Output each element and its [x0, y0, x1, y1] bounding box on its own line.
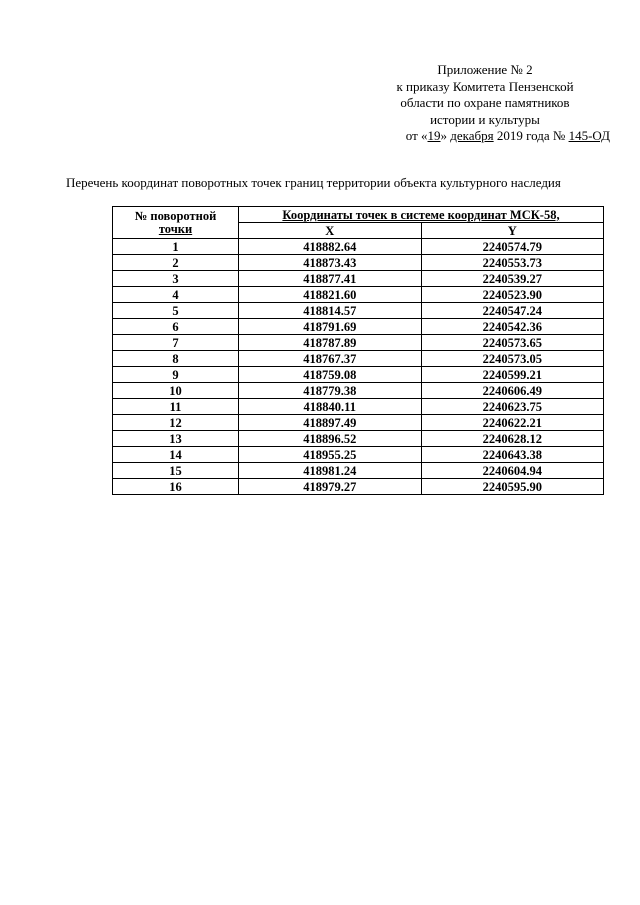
- y-coordinate-cell: 2240595.90: [421, 479, 604, 495]
- table-row: [113, 415, 604, 431]
- point-number-cell: 1: [113, 239, 239, 255]
- x-coordinate-cell: 418981.24: [239, 463, 422, 479]
- date-prefix: от «: [405, 128, 428, 143]
- point-number-cell: 2: [113, 255, 239, 271]
- order-number: 145-ОД: [568, 128, 610, 143]
- table-row: [113, 431, 604, 447]
- table-row: [113, 271, 604, 287]
- x-coordinate-cell: 418759.08: [239, 367, 422, 383]
- table-row: [113, 463, 604, 479]
- point-number-cell: 16: [113, 479, 239, 495]
- x-coordinate-cell: 418873.43: [239, 255, 422, 271]
- date-month: декабря: [450, 128, 494, 143]
- point-number-cell: 3: [113, 271, 239, 287]
- appendix-block: [360, 62, 610, 145]
- appendix-line-region: области по охране памятников: [400, 95, 570, 110]
- point-number-cell: 6: [113, 319, 239, 335]
- x-coordinate-cell: 418767.37: [239, 351, 422, 367]
- appendix-line-order: к приказу Комитета Пензенской: [396, 78, 574, 94]
- x-coordinate-cell: 418979.27: [239, 479, 422, 495]
- y-coordinate-cell: 2240628.12: [421, 431, 604, 447]
- date-day: 19: [427, 128, 441, 143]
- y-coordinate-cell: 2240547.24: [421, 303, 604, 319]
- date-year: 2019 года №: [493, 128, 569, 143]
- table-row: [113, 383, 604, 399]
- x-coordinate-cell: 418791.69: [239, 319, 422, 335]
- point-number-cell: 13: [113, 431, 239, 447]
- table-row: [113, 351, 604, 367]
- point-number-cell: 8: [113, 351, 239, 367]
- y-coordinate-cell: 2240599.21: [421, 367, 604, 383]
- point-number-cell: 15: [113, 463, 239, 479]
- point-number-cell: 12: [113, 415, 239, 431]
- x-coordinate-cell: 418897.49: [239, 415, 422, 431]
- table-body: [113, 239, 604, 495]
- x-coordinate-cell: 418779.38: [239, 383, 422, 399]
- coordinates-table: [112, 206, 604, 495]
- y-coordinate-cell: 2240573.05: [421, 351, 604, 367]
- y-coordinate-cell: 2240539.27: [421, 271, 604, 287]
- x-coordinate-cell: 418955.25: [239, 447, 422, 463]
- point-number-cell: 11: [113, 399, 239, 415]
- point-number-cell: 7: [113, 335, 239, 351]
- header-point-number: [113, 207, 239, 239]
- y-coordinate-cell: 2240606.49: [421, 383, 604, 399]
- point-number-cell: 4: [113, 287, 239, 303]
- y-coordinate-cell: 2240623.75: [421, 399, 604, 415]
- table-row: [113, 399, 604, 415]
- header-point-number-line2: точки: [158, 221, 193, 236]
- table-row: [113, 239, 604, 255]
- table-row: [113, 479, 604, 495]
- x-coordinate-cell: 418821.60: [239, 287, 422, 303]
- document-heading: Перечень координат поворотных точек границ территории объекта культурного наследия: [66, 175, 561, 190]
- point-number-cell: 9: [113, 367, 239, 383]
- x-coordinate-cell: 418882.64: [239, 239, 422, 255]
- table-row: [113, 335, 604, 351]
- y-coordinate-cell: 2240573.65: [421, 335, 604, 351]
- table-row: [113, 287, 604, 303]
- y-coordinate-cell: 2240553.73: [421, 255, 604, 271]
- table-row: [113, 319, 604, 335]
- date-mid: »: [440, 128, 451, 143]
- table-row: [113, 303, 604, 319]
- table-row: [113, 255, 604, 271]
- x-coordinate-cell: 418787.89: [239, 335, 422, 351]
- table-row: [113, 367, 604, 383]
- y-coordinate-cell: 2240574.79: [421, 239, 604, 255]
- header-x: X: [239, 223, 422, 239]
- y-coordinate-cell: 2240643.38: [421, 447, 604, 463]
- appendix-line-history: истории и культуры: [430, 111, 540, 127]
- appendix-title: Приложение № 2: [437, 62, 533, 77]
- y-coordinate-cell: 2240523.90: [421, 287, 604, 303]
- x-coordinate-cell: 418840.11: [239, 399, 422, 415]
- header-coordinates: Координаты точек в системе координат МСК-58,: [239, 207, 604, 223]
- x-coordinate-cell: 418877.41: [239, 271, 422, 287]
- point-number-cell: 5: [113, 303, 239, 319]
- appendix-date-line: [360, 128, 610, 145]
- y-coordinate-cell: 2240604.94: [421, 463, 604, 479]
- table-row: [113, 447, 604, 463]
- y-coordinate-cell: 2240622.21: [421, 415, 604, 431]
- point-number-cell: 14: [113, 447, 239, 463]
- y-coordinate-cell: 2240542.36: [421, 319, 604, 335]
- point-number-cell: 10: [113, 383, 239, 399]
- x-coordinate-cell: 418814.57: [239, 303, 422, 319]
- header-y: Y: [421, 223, 604, 239]
- x-coordinate-cell: 418896.52: [239, 431, 422, 447]
- header-point-number-line1: № поворотной: [134, 208, 217, 223]
